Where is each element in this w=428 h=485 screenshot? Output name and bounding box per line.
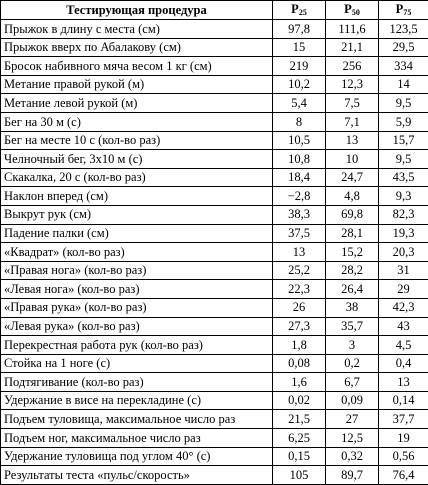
header-p25-letter: P xyxy=(291,2,299,16)
p50-cell: 10 xyxy=(326,150,379,169)
procedure-cell: Прыжок в длину с места (см) xyxy=(1,20,273,39)
p75-cell: 37,7 xyxy=(379,410,428,429)
p25-cell: 22,3 xyxy=(273,280,326,299)
procedure-cell: Скакалка, 20 с (кол-во раз) xyxy=(1,168,273,187)
p50-cell: 3 xyxy=(326,336,379,355)
p75-cell: 31 xyxy=(379,261,428,280)
table-header-row xyxy=(1,1,428,20)
p75-cell: 43,5 xyxy=(379,168,428,187)
p50-cell: 0,09 xyxy=(326,391,379,410)
procedure-cell: Метание правой рукой (м) xyxy=(1,75,273,94)
p50-cell: 256 xyxy=(326,57,379,76)
procedure-cell: Подтягивание (кол-во раз) xyxy=(1,373,273,392)
p75-cell: 334 xyxy=(379,57,428,76)
p50-cell: 35,7 xyxy=(326,317,379,336)
p75-cell: 0,56 xyxy=(379,447,428,466)
table-body xyxy=(1,20,428,485)
p75-cell: 43 xyxy=(379,317,428,336)
table-row xyxy=(1,261,428,280)
table-row xyxy=(1,57,428,76)
p50-cell: 12,5 xyxy=(326,429,379,448)
header-p75 xyxy=(379,1,428,20)
procedure-cell: Бросок набивного мяча весом 1 кг (см) xyxy=(1,57,273,76)
p25-cell: −2,8 xyxy=(273,187,326,206)
p75-cell: 0,14 xyxy=(379,391,428,410)
p25-cell: 8 xyxy=(273,112,326,131)
p50-cell: 111,6 xyxy=(326,20,379,39)
table-row xyxy=(1,354,428,373)
p50-cell: 89,7 xyxy=(326,466,379,485)
table-row xyxy=(1,243,428,262)
p50-cell: 28,2 xyxy=(326,261,379,280)
header-procedure-label: Тестирующая процедура xyxy=(66,3,207,17)
header-p50-subscript: 50 xyxy=(352,8,360,17)
p75-cell: 13 xyxy=(379,373,428,392)
procedure-cell: «Левая нога» (кол-во раз) xyxy=(1,280,273,299)
procedure-cell: Удержание туловища под углом 40° (с) xyxy=(1,447,273,466)
table-row xyxy=(1,94,428,113)
p75-cell: 29 xyxy=(379,280,428,299)
table-row xyxy=(1,187,428,206)
p50-cell: 15,2 xyxy=(326,243,379,262)
p75-cell: 9,3 xyxy=(379,187,428,206)
p25-cell: 10,8 xyxy=(273,150,326,169)
table-row xyxy=(1,75,428,94)
table-row xyxy=(1,112,428,131)
header-p25 xyxy=(273,1,326,20)
procedure-cell: Падение палки (см) xyxy=(1,224,273,243)
p25-cell: 0,08 xyxy=(273,354,326,373)
procedure-cell: Перекрестная работа рук (кол-во раз) xyxy=(1,336,273,355)
header-p75-letter: P xyxy=(396,2,404,16)
procedure-cell: Наклон вперед (см) xyxy=(1,187,273,206)
p50-cell: 69,8 xyxy=(326,205,379,224)
procedure-cell: Стойка на 1 ноге (с) xyxy=(1,354,273,373)
p25-cell: 219 xyxy=(273,57,326,76)
table-row xyxy=(1,298,428,317)
p25-cell: 38,3 xyxy=(273,205,326,224)
table-row xyxy=(1,224,428,243)
p25-cell: 27,3 xyxy=(273,317,326,336)
p75-cell: 4,5 xyxy=(379,336,428,355)
table-row xyxy=(1,280,428,299)
p25-cell: 10,2 xyxy=(273,75,326,94)
table-row xyxy=(1,317,428,336)
p75-cell: 5,9 xyxy=(379,112,428,131)
p25-cell: 0,15 xyxy=(273,447,326,466)
p50-cell: 7,5 xyxy=(326,94,379,113)
header-procedure xyxy=(1,1,273,20)
table-row xyxy=(1,447,428,466)
p25-cell: 26 xyxy=(273,298,326,317)
p50-cell: 6,7 xyxy=(326,373,379,392)
procedure-cell: Челночный бег, 3x10 м (с) xyxy=(1,150,273,169)
table-row xyxy=(1,131,428,150)
procedure-cell: «Правая нога» (кол-во раз) xyxy=(1,261,273,280)
p50-cell: 26,4 xyxy=(326,280,379,299)
procedure-cell: «Правая рука» (кол-во раз) xyxy=(1,298,273,317)
table-row xyxy=(1,38,428,57)
header-p50 xyxy=(326,1,379,20)
p25-cell: 6,25 xyxy=(273,429,326,448)
procedure-cell: Бег на месте 10 с (кол-во раз) xyxy=(1,131,273,150)
p50-cell: 7,1 xyxy=(326,112,379,131)
p75-cell: 123,5 xyxy=(379,20,428,39)
table-row xyxy=(1,410,428,429)
p75-cell: 76,4 xyxy=(379,466,428,485)
p50-cell: 0,2 xyxy=(326,354,379,373)
procedure-cell: Метание левой рукой (м) xyxy=(1,94,273,113)
p75-cell: 19 xyxy=(379,429,428,448)
p75-cell: 0,4 xyxy=(379,354,428,373)
table-row xyxy=(1,429,428,448)
p25-cell: 13 xyxy=(273,243,326,262)
procedure-cell: Бег на 30 м (с) xyxy=(1,112,273,131)
p25-cell: 18,4 xyxy=(273,168,326,187)
table-row xyxy=(1,150,428,169)
procedure-cell: Выкрут рук (см) xyxy=(1,205,273,224)
p25-cell: 25,2 xyxy=(273,261,326,280)
p75-cell: 14 xyxy=(379,75,428,94)
p50-cell: 4,8 xyxy=(326,187,379,206)
header-p50-letter: P xyxy=(344,2,352,16)
procedure-cell: Подъем ног, максимальное число раз xyxy=(1,429,273,448)
p75-cell: 9,5 xyxy=(379,94,428,113)
p50-cell: 24,7 xyxy=(326,168,379,187)
p75-cell: 20,3 xyxy=(379,243,428,262)
procedure-cell: Прыжок вверх по Абалакову (см) xyxy=(1,38,273,57)
p75-cell: 29,5 xyxy=(379,38,428,57)
p25-cell: 0,02 xyxy=(273,391,326,410)
p75-cell: 15,7 xyxy=(379,131,428,150)
p50-cell: 21,1 xyxy=(326,38,379,57)
p75-cell: 9,5 xyxy=(379,150,428,169)
header-p25-subscript: 25 xyxy=(299,8,307,17)
table-row xyxy=(1,336,428,355)
procedure-cell: Результаты теста «пульс/скорость» xyxy=(1,466,273,485)
p75-cell: 19,3 xyxy=(379,224,428,243)
p25-cell: 1,8 xyxy=(273,336,326,355)
p75-cell: 82,3 xyxy=(379,205,428,224)
table-row xyxy=(1,466,428,485)
table-row xyxy=(1,20,428,39)
p25-cell: 37,5 xyxy=(273,224,326,243)
p50-cell: 38 xyxy=(326,298,379,317)
p25-cell: 15 xyxy=(273,38,326,57)
p25-cell: 97,8 xyxy=(273,20,326,39)
header-p75-subscript: 75 xyxy=(403,8,411,17)
procedure-cell: Подъем туловища, максимальное число раз xyxy=(1,410,273,429)
procedure-cell: «Квадрат» (кол-во раз) xyxy=(1,243,273,262)
p25-cell: 1,6 xyxy=(273,373,326,392)
p25-cell: 5,4 xyxy=(273,94,326,113)
p50-cell: 12,3 xyxy=(326,75,379,94)
procedure-cell: Удержание в висе на перекладине (с) xyxy=(1,391,273,410)
table-row xyxy=(1,168,428,187)
table-row xyxy=(1,205,428,224)
p50-cell: 13 xyxy=(326,131,379,150)
p75-cell: 42,3 xyxy=(379,298,428,317)
p50-cell: 0,32 xyxy=(326,447,379,466)
table-row xyxy=(1,391,428,410)
p50-cell: 27 xyxy=(326,410,379,429)
p50-cell: 28,1 xyxy=(326,224,379,243)
p25-cell: 10,5 xyxy=(273,131,326,150)
p25-cell: 21,5 xyxy=(273,410,326,429)
procedure-cell: «Левая рука» (кол-во раз) xyxy=(1,317,273,336)
p25-cell: 105 xyxy=(273,466,326,485)
table-row xyxy=(1,373,428,392)
